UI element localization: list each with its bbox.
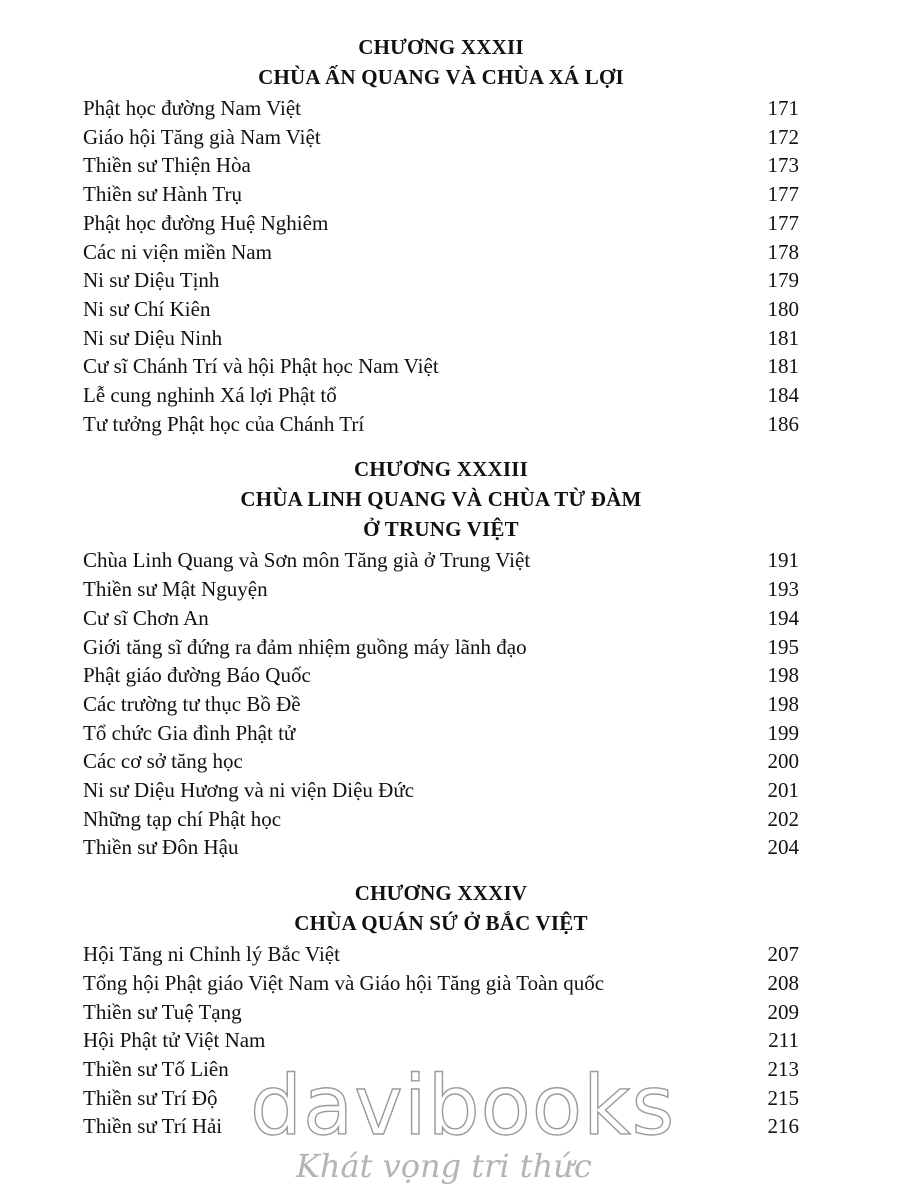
toc-entry-title: Những tạp chí Phật học (83, 806, 282, 831)
chapter-title: CHÙA ẤN QUANG VÀ CHÙA XÁ LỢI (258, 65, 624, 89)
toc-entry-page: 180 (767, 296, 799, 321)
toc-entry[interactable] (83, 352, 799, 381)
chapter-section (83, 34, 799, 438)
toc-entry[interactable] (83, 719, 799, 748)
toc-entry-page: 213 (767, 1056, 799, 1081)
toc-entry-title: Tổ chức Gia đình Phật tử (83, 720, 296, 745)
toc-entry[interactable] (83, 747, 799, 776)
toc-entry-title: Hội Phật tử Việt Nam (83, 1028, 266, 1053)
toc-entry-page: 173 (767, 153, 799, 178)
toc-entry-title: Tư tưởng Phật học của Chánh Trí (83, 411, 365, 436)
toc-entry-page: 211 (768, 1028, 799, 1053)
toc-entry[interactable] (83, 633, 799, 662)
toc-entry-title: Chùa Linh Quang và Sơn môn Tăng già ở Trung Việt (83, 548, 531, 573)
toc-entry-page: 172 (767, 124, 799, 149)
toc-entry-title: Phật học đường Huệ Nghiêm (83, 210, 329, 235)
toc-entry-title: Lễ cung nghinh Xá lợi Phật tổ (83, 383, 337, 408)
toc-entry[interactable] (83, 123, 799, 152)
toc-entry[interactable] (83, 295, 799, 324)
toc-entry[interactable] (83, 238, 799, 267)
toc-entry[interactable] (83, 266, 799, 295)
toc-entry-page: 198 (767, 663, 799, 688)
toc-entry-title: Cư sĩ Chơn An (83, 605, 209, 630)
toc-entry-page: 193 (767, 577, 799, 602)
toc-entry-title: Giới tăng sĩ đứng ra đảm nhiệm guồng máy lãnh đạo (83, 634, 527, 659)
toc-entry-title: Tổng hội Phật giáo Việt Nam và Giáo hội Tăng già Toàn quốc (83, 970, 605, 995)
toc-entry-page: 184 (767, 383, 799, 408)
toc-entry-page: 216 (767, 1114, 799, 1139)
toc-entry[interactable] (83, 209, 799, 238)
chapter-section (83, 880, 799, 1141)
toc-entry-page: 191 (767, 548, 799, 573)
toc-entry[interactable] (83, 1026, 799, 1055)
toc-entry-page: 181 (767, 354, 799, 379)
toc-entry[interactable] (83, 381, 799, 410)
toc-entry-title: Phật học đường Nam Việt (83, 96, 301, 120)
chapter-section (83, 456, 799, 862)
toc-entry-page: 200 (767, 749, 799, 774)
toc-entry[interactable] (83, 776, 799, 805)
toc-entry[interactable] (83, 410, 799, 439)
chapter-number: CHƯƠNG XXXII (358, 35, 524, 59)
toc-entry-page: 179 (767, 268, 799, 293)
toc-entry-title: Các trường tư thục Bồ Đề (83, 691, 301, 716)
toc-entry-page: 186 (767, 411, 799, 436)
toc-entry[interactable] (83, 546, 799, 575)
toc-entry-title: Ni sư Diệu Hương và ni viện Diệu Đức (83, 778, 415, 803)
table-of-contents (83, 34, 799, 1159)
toc-entry-title: Cư sĩ Chánh Trí và hội Phật học Nam Việt (83, 354, 439, 379)
toc-entry-title: Ni sư Diệu Tịnh (83, 268, 220, 293)
toc-entry[interactable] (83, 1055, 799, 1084)
toc-entry-page: 198 (767, 691, 799, 716)
toc-entry-title: Các cơ sở tăng học (83, 749, 243, 774)
toc-entry-page: 178 (767, 239, 799, 264)
chapter-title: CHÙA QUÁN SỨ Ở BẮC VIỆT (294, 911, 588, 936)
toc-entry[interactable] (83, 690, 799, 719)
toc-entry-title: Thiền sư Tuệ Tạng (83, 999, 242, 1024)
toc-entry-title: Phật giáo đường Báo Quốc (83, 663, 311, 688)
toc-entry[interactable] (83, 94, 799, 123)
watermark-logo: davibooks (250, 1059, 676, 1154)
chapter-title: Ở TRUNG VIỆT (363, 517, 519, 542)
toc-entry-title: Thiền sư Trí Hải (83, 1114, 223, 1139)
toc-entry-page: 171 (767, 96, 799, 120)
toc-entry[interactable] (83, 969, 799, 998)
toc-entry-page: 194 (767, 605, 799, 630)
toc-entry-title: Ni sư Diệu Ninh (83, 325, 223, 350)
toc-entry-title: Thiền sư Trí Độ (83, 1085, 218, 1110)
toc-entry[interactable] (83, 940, 799, 969)
chapter-title: CHÙA LINH QUANG VÀ CHÙA TỪ ĐÀM (240, 487, 642, 512)
chapter-number: CHƯƠNG XXXIV (354, 881, 528, 906)
toc-entry-page: 181 (767, 325, 799, 350)
toc-entry-page: 195 (767, 634, 799, 659)
toc-entry-title: Ni sư Chí Kiên (83, 296, 211, 321)
toc-entry-page: 199 (767, 720, 799, 745)
toc-entry-title: Thiền sư Tố Liên (83, 1056, 229, 1081)
toc-entry[interactable] (83, 575, 799, 604)
toc-entry[interactable] (83, 833, 799, 862)
toc-entry-page: 177 (767, 210, 799, 235)
watermark-tagline: Khát vọng tri thức (296, 1147, 592, 1185)
toc-entry-title: Các ni viện miền Nam (83, 239, 272, 264)
toc-entry[interactable] (83, 1112, 799, 1141)
toc-entry[interactable] (83, 151, 799, 180)
toc-entry[interactable] (83, 805, 799, 834)
toc-entry-page: 207 (767, 942, 799, 967)
toc-entry-title: Thiền sư Mật Nguyện (83, 577, 268, 602)
toc-entry-title: Thiền sư Đôn Hậu (83, 835, 239, 860)
toc-entry[interactable] (83, 324, 799, 353)
toc-entry-page: 208 (767, 970, 799, 995)
toc-entry-page: 177 (767, 182, 799, 207)
toc-entry-title: Giáo hội Tăng già Nam Việt (83, 124, 321, 149)
toc-entry-page: 209 (767, 999, 799, 1024)
toc-entry-page: 215 (767, 1085, 799, 1110)
toc-entry-title: Thiền sư Thiện Hòa (83, 153, 251, 178)
toc-entry-title: Hội Tăng ni Chỉnh lý Bắc Việt (83, 942, 340, 967)
toc-entry-title: Thiền sư Hành Trụ (83, 182, 242, 207)
toc-entry[interactable] (83, 180, 799, 209)
toc-entry[interactable] (83, 998, 799, 1027)
toc-entry-page: 204 (767, 835, 799, 860)
chapter-number: CHƯƠNG XXXIII (354, 457, 528, 482)
toc-entry[interactable] (83, 1084, 799, 1113)
toc-entry[interactable] (83, 661, 799, 690)
toc-entry-page: 202 (767, 806, 799, 831)
toc-entry-page: 201 (767, 778, 799, 803)
toc-entry[interactable] (83, 604, 799, 633)
